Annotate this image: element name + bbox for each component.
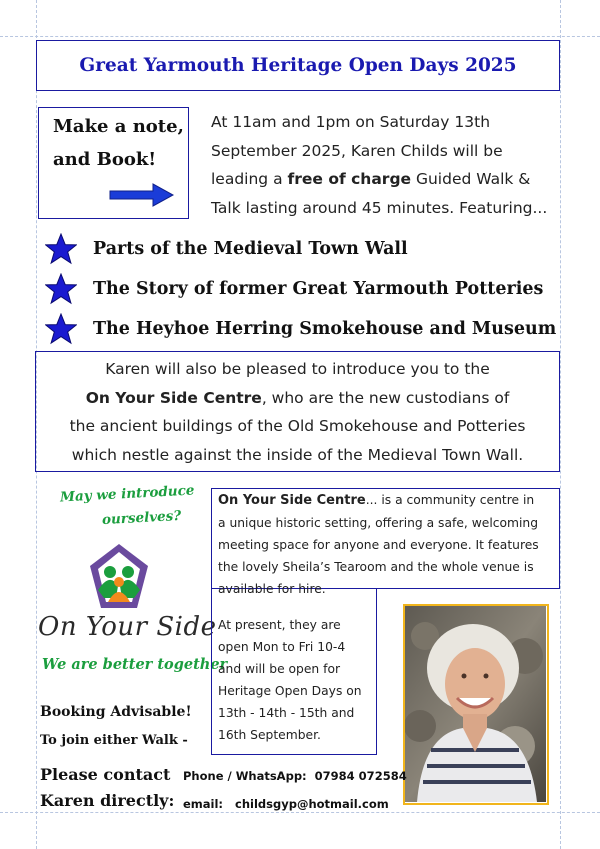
karen-portrait-icon — [405, 606, 546, 802]
opening-line: 16th September. — [218, 728, 321, 742]
logo-name: On Your Side — [38, 612, 217, 642]
margin-guide-top — [0, 36, 600, 37]
opening-line: Heritage Open Days on — [218, 684, 362, 698]
karen-line-2: On Your Side Centre, who are the new custodians of — [85, 388, 510, 407]
star-icon — [45, 273, 77, 305]
logo-tagline: We are better together — [42, 656, 228, 673]
booking-join: To join either Walk - — [40, 733, 188, 748]
phone-row — [183, 769, 407, 783]
note-line-1: Make a note, — [53, 116, 184, 137]
feature-item-smokehouse — [45, 312, 556, 346]
centre-line-4: the lovely Sheila’s Tearoom and the whole venue is — [218, 560, 534, 574]
karen-photo — [403, 604, 549, 805]
intro-line-3: leading a free of charge Guided Walk & — [211, 170, 531, 188]
opening-line: open Mon to Fri 10-4 — [218, 640, 346, 654]
contact-line-2: Karen directly: — [40, 791, 175, 810]
feature-label: The Heyhoe Herring Smokehouse and Museum — [93, 319, 557, 339]
opening-line: and will be open for — [218, 662, 341, 676]
feature-item-town-wall — [45, 232, 408, 266]
karen-intro-box — [35, 351, 560, 472]
star-icon — [45, 313, 77, 345]
centre-line-3: meeting space for anyone and everyone. It features — [218, 538, 539, 552]
centre-line-5: available for hire. — [218, 582, 326, 596]
centre-description-box — [211, 488, 560, 596]
email-label: email: — [183, 797, 224, 811]
opening-line: 13th - 14th - 15th and — [218, 706, 355, 720]
intro-line-1: At 11am and 1pm on Saturday 13th — [211, 113, 491, 131]
feature-item-potteries — [45, 272, 543, 306]
intro-text — [211, 108, 571, 222]
logo-intro-line-1: May we introduce — [59, 482, 195, 506]
centre-line-2: a unique historic setting, offering a safe, welcoming — [218, 516, 539, 530]
phone-label: Phone / WhatsApp: — [183, 769, 307, 783]
email-row — [183, 797, 389, 811]
booking-advisable: Booking Advisable! — [40, 704, 192, 720]
note-line-2: and Book! — [53, 149, 157, 170]
logo-intro-line-2: ourselves? — [101, 507, 182, 529]
intro-line-2: September 2025, Karen Childs will be — [211, 141, 503, 160]
centre-name: On Your Side Centre — [218, 493, 366, 508]
feature-label: The Story of former Great Yarmouth Potteries — [93, 279, 544, 299]
opening-times-box — [211, 589, 377, 755]
on-your-side-logo-icon — [88, 542, 150, 610]
contact-line-1: Please contact — [40, 765, 171, 784]
phone-number[interactable]: 07984 072584 — [314, 769, 407, 783]
free-of-charge-text: free of charge — [287, 170, 412, 188]
arrow-right-icon — [109, 182, 175, 208]
feature-label: Parts of the Medieval Town Wall — [93, 239, 408, 259]
karen-line-4: which nestle against the inside of the Medieval Town Wall. — [71, 445, 524, 464]
centre-name-bold: On Your Side Centre — [85, 388, 262, 407]
karen-line-3: the ancient buildings of the Old Smokehouse and Potteries — [69, 417, 526, 435]
margin-guide-bottom — [0, 812, 600, 813]
note-box — [38, 107, 189, 219]
star-icon — [45, 233, 77, 265]
intro-line-4: Talk lasting around 45 minutes. Featuring... — [211, 198, 548, 217]
page-title: Great Yarmouth Heritage Open Days 2025 — [79, 55, 517, 76]
opening-line: At present, they are — [218, 618, 341, 632]
karen-line-1: Karen will also be pleased to introduce you to the — [105, 360, 490, 378]
centre-line-1: On Your Side Centre... is a community centre in — [218, 493, 535, 508]
email-address[interactable]: childsgyp@hotmail.com — [235, 797, 389, 811]
title-box — [36, 40, 560, 91]
